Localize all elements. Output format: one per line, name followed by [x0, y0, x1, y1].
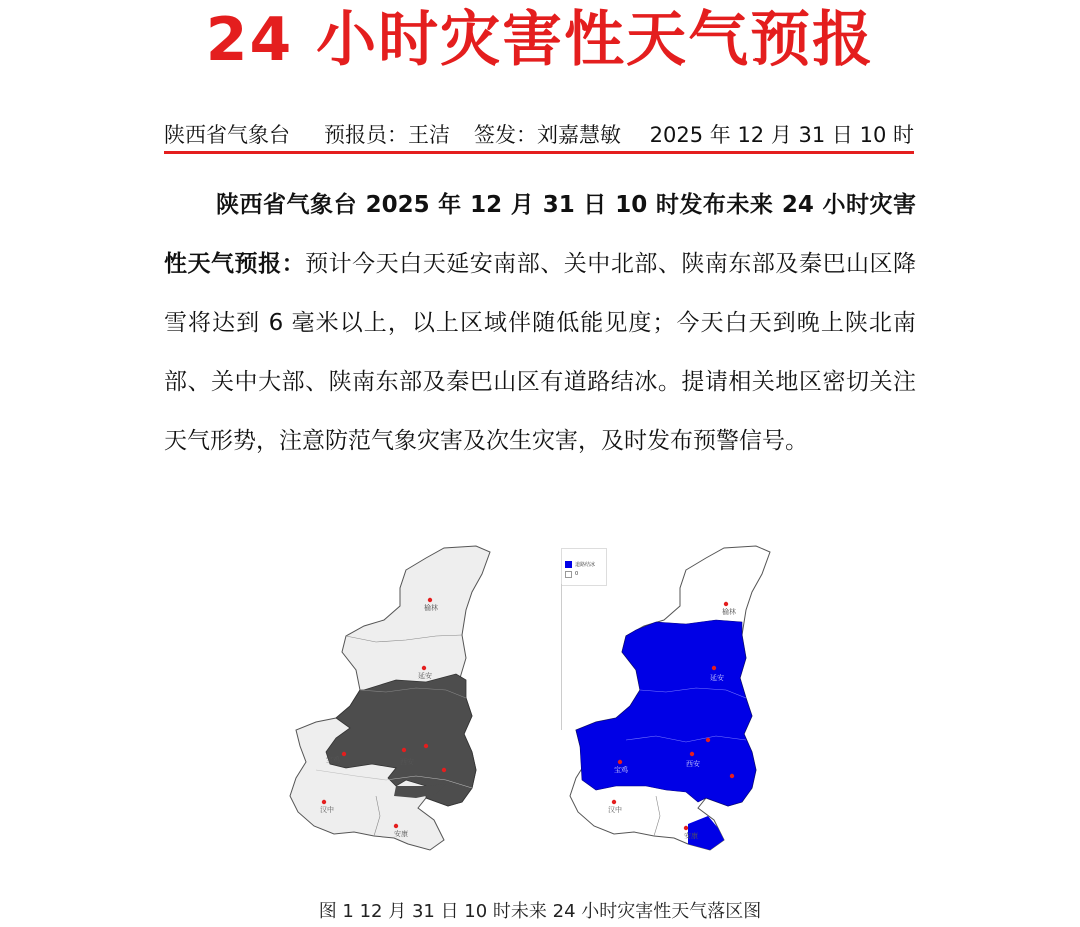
legend-swatch-ice — [565, 561, 572, 568]
city-label-xian: 西安 — [400, 758, 414, 766]
city-label-hanzhong: 汉中 — [608, 806, 622, 814]
forecast-paragraph — [164, 176, 916, 471]
red-divider — [164, 151, 914, 154]
ice-area — [576, 620, 756, 806]
city-label-ankang: 安康 — [684, 832, 698, 840]
document-title: 24 小时灾害性天气预报 — [205, 5, 875, 75]
legend-swatch-none — [565, 571, 572, 578]
city-label-xian: 西安 — [686, 760, 700, 768]
legend-label-none: 0 — [575, 571, 579, 577]
city-label-baoji: 宝鸡 — [614, 766, 628, 774]
forecast-lead: 陕西省气象台 2025 年 12 月 31 日 10 时发布未来 24 小时灾害性天气预报： — [164, 192, 916, 277]
city-label-ankang: 安康 — [394, 830, 408, 838]
map-legend — [561, 548, 607, 586]
city-label-yanan: 延安 — [710, 674, 724, 682]
forecaster: 预报员：王洁 — [324, 123, 450, 147]
figure-caption: 图 1 12 月 31 日 10 时未来 24 小时灾害性天气落区图 — [318, 901, 762, 922]
city-label-hanzhong: 汉中 — [320, 806, 334, 814]
snowfall-map — [276, 540, 516, 860]
issue-datetime: 2025 年 12 月 31 日 10 时 — [649, 123, 914, 147]
road-icing-map — [556, 540, 796, 860]
legend-divider — [561, 584, 562, 730]
issuance-header — [164, 116, 914, 154]
city-label-baoji: 宝鸡 — [326, 756, 340, 764]
forecast-text: 预计今天白天延安南部、关中北部、陕南东部及秦巴山区降雪将达到 6 毫米以上，以上区域伴随低能见度；今天白天到晚上陕北南部、关中大部、陕南东部及秦巴山区有道路结冰。提请相关地区密切关注天气形势，注意防范气象灾害及次生灾害，及时发布预警信号。 — [164, 251, 917, 454]
city-label-yulin: 榆林 — [424, 604, 438, 612]
city-label-yanan: 延安 — [418, 672, 432, 680]
issuer: 签发：刘嘉慧敏 — [474, 123, 621, 147]
issuing-agency: 陕西省气象台 — [164, 123, 290, 147]
city-label-yulin: 榆林 — [722, 608, 736, 616]
legend-label-ice: 道路结冰 — [575, 562, 596, 568]
